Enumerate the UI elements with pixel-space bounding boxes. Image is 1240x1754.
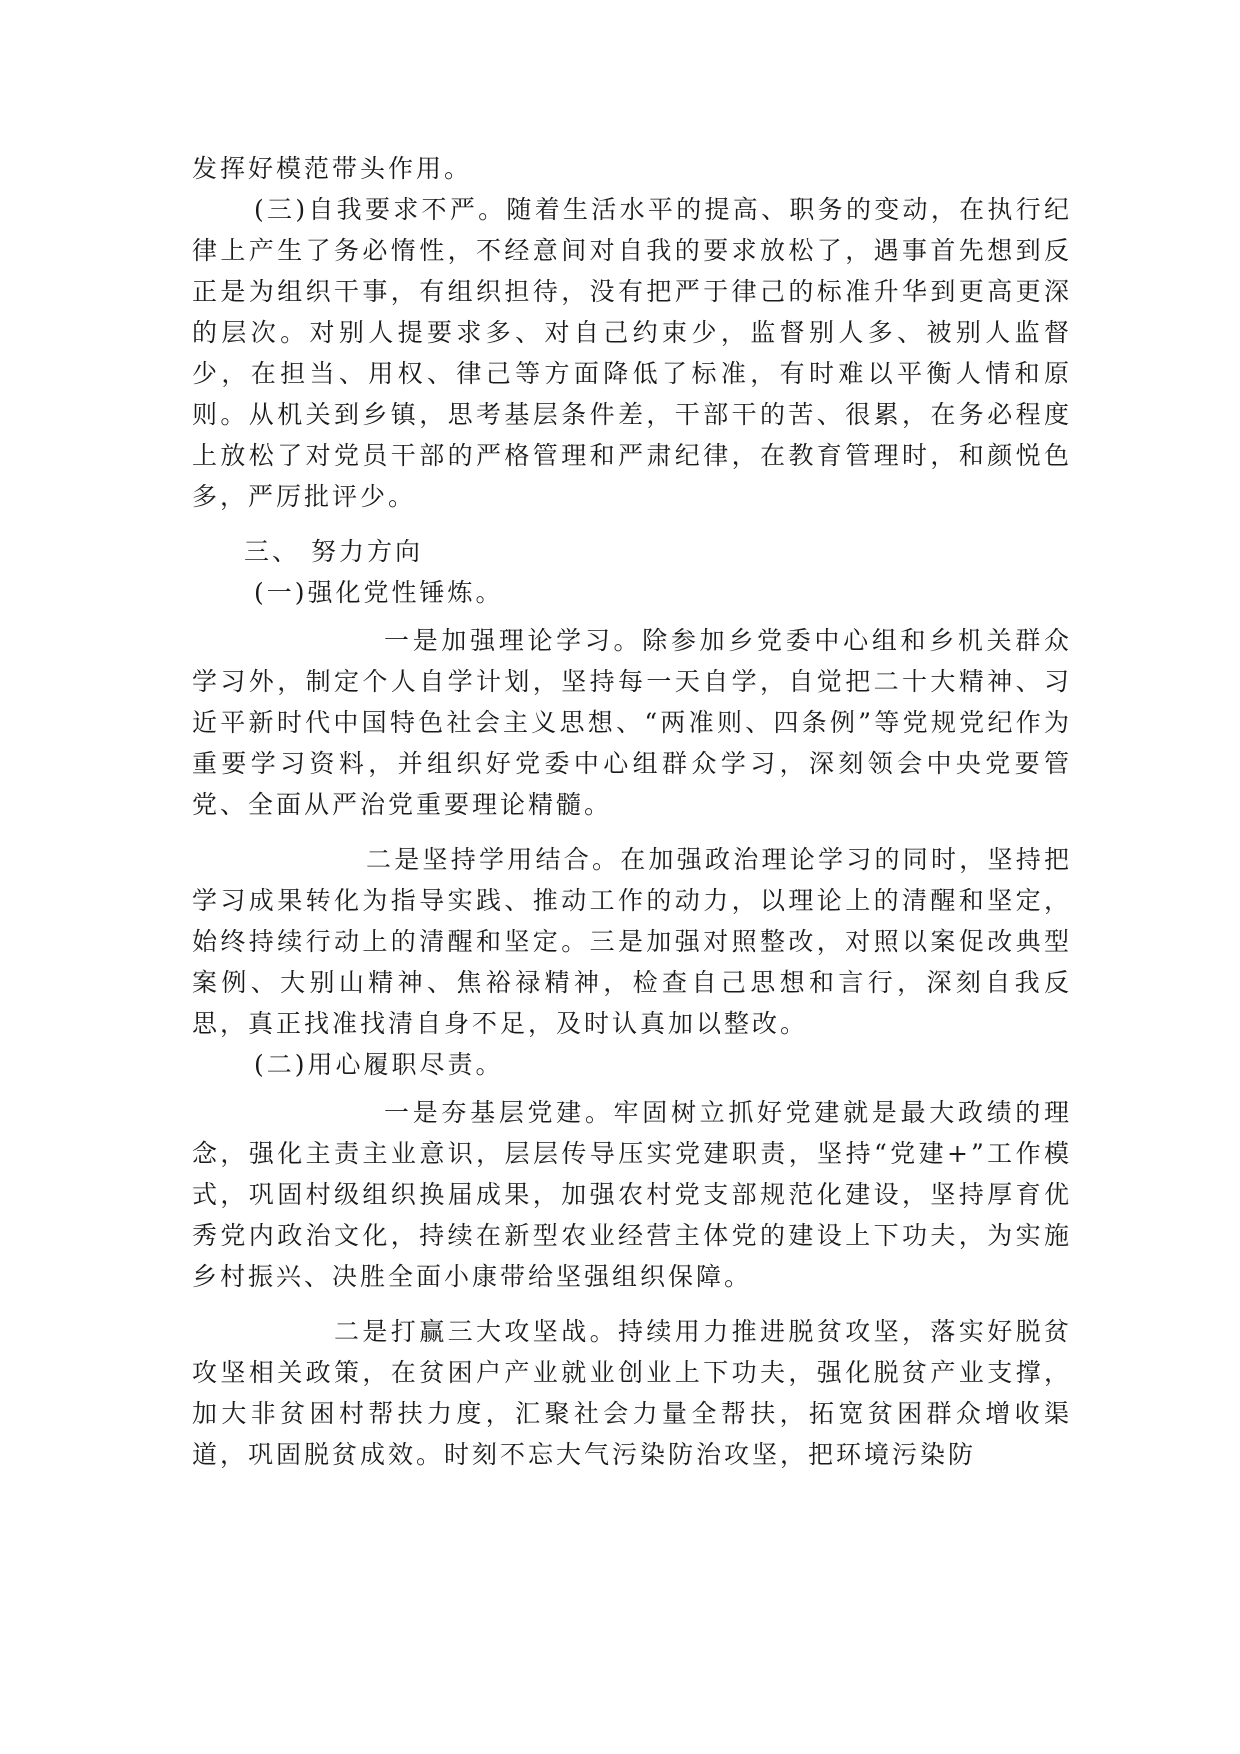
paragraph-theory-study: 一是加强理论学习。除参加乡党委中心组和乡机关群众学习外，制定个人自学计划，坚持每一天自学，自觉把二十大精神、习近平新时代中国特色社会主义思想、“两准则、四条例”等党规党纪作为重要学习资料，并组织好党委中心组群众学习，深刻领会中央党要管党、全面从严治党重要理论精髓。 xyxy=(192,626,1072,819)
paragraph-three-battles: 二是打赢三大攻坚战。持续用力推进脱贫攻坚，落实好脱贫攻坚相关政策，在贫困户产业就业创业上下功夫，强化脱贫产业支撑，加大非贫困村帮扶力度，汇聚社会力量全帮扶，拓宽贫困群众增收渠道，巩固脱贫成效。时刻不忘大气污染防治攻坚，把环境污染防 xyxy=(192,1317,1072,1469)
paragraph-party-building: 一是夯基层党建。牢固树立抓好党建就是最大政绩的理念，强化主责主业意识，层层传导压实党建职责，坚持“党建+”工作模式，巩固村级组织换届成果，加强农村党支部规范化建设，坚持厚育优秀党内政治文化，持续在新型农业经营主体党的建设上下功夫，为实施乡村振兴、决胜全面小康带给坚强组织保障。 xyxy=(192,1098,1072,1291)
paragraph-learning-application: 二是坚持学用结合。在加强政治理论学习的同时，坚持把学习成果转化为指导实践、推动工作的动力，以理论上的清醒和坚定，始终持续行动上的清醒和坚定。三是加强对照整改，对照以案促改典型案例、大别山精神、焦裕禄精神，检查自己思想和言行，深刻自我反思，真正找准找清自身不足，及时认真加以整改。 xyxy=(192,845,1072,1038)
section-heading-direction: 三、 努力方向 xyxy=(244,537,423,566)
paragraph-lax-self-discipline: (三)自我要求不严。随着生活水平的提高、职务的变动，在执行纪律上产生了务必惰性，不经意间对自我的要求放松了，遇事首先想到反正是为组织干事，有组织担待，没有把严于律己的标准升华到更高更深的层次。对别人提要求多、对自己约束少，监督别人多、被别人监督少，在担当、用权、律己等方面降低了标准，有时难以平衡人情和原则。从机关到乡镇，思考基层条件差，干部干的苦、很累，在务必程度上放松了对党员干部的严格管理和严肃纪律，在教育管理时，和颜悦色多，严厉批评少。 xyxy=(192,195,1072,511)
subheading-duty-performance: (二)用心履职尽责。 xyxy=(254,1050,504,1079)
paragraph-continuation: 发挥好模范带头作用。 xyxy=(192,154,473,183)
document-body xyxy=(192,148,1072,1475)
subheading-party-spirit: (一)强化党性锤炼。 xyxy=(254,578,504,607)
